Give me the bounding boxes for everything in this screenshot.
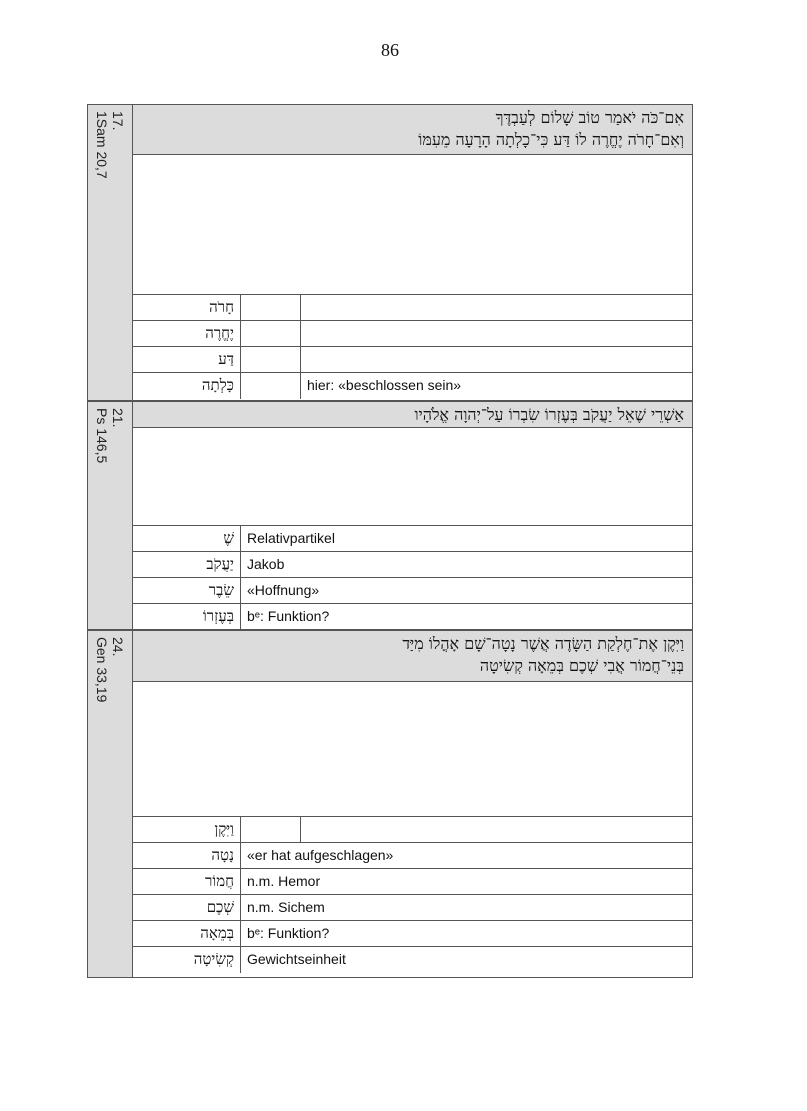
- hebrew-word: שְׁכֶם: [133, 895, 241, 920]
- vocab-row: [133, 526, 692, 552]
- hebrew-word: כָּלְתָה: [133, 373, 241, 399]
- vocab-row: [133, 817, 692, 843]
- parsing-cell[interactable]: [241, 347, 301, 372]
- gloss-cell[interactable]: «Hoffnung»: [247, 582, 320, 598]
- hebrew-word: שֵׂבֶר: [133, 578, 241, 603]
- vocab-row: [133, 895, 692, 921]
- hebrew-word: נָטָה: [133, 843, 241, 868]
- parsing-cell[interactable]: [241, 373, 301, 399]
- hebrew-verse: [133, 631, 692, 682]
- vocab-row: [133, 373, 692, 399]
- exercise-section-ps-146-5: [87, 401, 693, 630]
- exercise-section-gen-33-19: [87, 630, 693, 978]
- vocab-row: [133, 321, 692, 347]
- reference-cell: [88, 631, 133, 977]
- reference-label: Gen 33,19: [94, 637, 110, 703]
- reference-label: Ps 146,5: [94, 408, 110, 464]
- vocab-row: [133, 604, 692, 630]
- translation-area[interactable]: [133, 428, 692, 526]
- hebrew-word: קְשִׂיטָה: [133, 947, 241, 973]
- hebrew-word: חָרֹה: [133, 295, 241, 320]
- hebrew-word: יַעֲקֹב: [133, 552, 241, 577]
- gloss-cell[interactable]: Relativpartikel: [247, 530, 335, 546]
- gloss-cell[interactable]: n.m. Sichem: [247, 899, 325, 915]
- verse-line: וְאִם־חָרֹה יֶחֱרֶה לוֹ דַּע כִּי־כָלְתָה הָרָעָה מֵעִמּוֹ: [418, 130, 684, 149]
- reference-label: 1Sam 20,7: [94, 111, 110, 179]
- exercise-section-1sam-20-7: [87, 104, 693, 401]
- parsing-cell[interactable]: [241, 817, 301, 842]
- verse-line: אַשְׁרֵי שֶׁאֵל יַעֲקֹב בְּעֶזְרוֹ שִׂבְרוֹ עַל־יְהוָה אֱלֹהָיו: [414, 405, 684, 424]
- gloss-cell[interactable]: bᵉ: Funktion?: [247, 925, 330, 941]
- hebrew-verse: [133, 105, 692, 155]
- reference-cell: [88, 402, 133, 629]
- vocab-row: [133, 843, 692, 869]
- gloss-cell[interactable]: [301, 817, 692, 842]
- gloss-cell[interactable]: [301, 295, 692, 320]
- gloss-cell[interactable]: hier: «beschlossen sein»: [307, 377, 462, 393]
- translation-area[interactable]: [133, 682, 692, 817]
- gloss-cell[interactable]: bᵉ: Funktion?: [247, 608, 330, 624]
- verse-line: בְּנֵי־חֲמוֹר אֲבִי שְׁכֶם בְּמֵאָה קְשִׂיטָה: [479, 656, 684, 675]
- vocab-row: [133, 552, 692, 578]
- gloss-cell[interactable]: Jakob: [247, 556, 285, 572]
- vocab-row: [133, 295, 692, 321]
- gloss-cell[interactable]: [301, 321, 692, 346]
- reference-number: 17.: [110, 111, 126, 131]
- page-number: 86: [381, 40, 399, 60]
- hebrew-verse: [133, 402, 692, 428]
- vocab-row: [133, 869, 692, 895]
- reference-cell: [88, 105, 133, 400]
- vocab-row: [133, 921, 692, 947]
- hebrew-word: בְּמֵאָה: [133, 921, 241, 946]
- verse-line: וַיִּקֶן אֶת־חֶלְקַת הַשָּׂדֶה אֲשֶׁר נָטָה־שָׁם אָהֳלוֹ מִיַּד: [402, 634, 684, 653]
- translation-area[interactable]: [133, 155, 692, 295]
- hebrew-word: חֲמוֹר: [133, 869, 241, 894]
- parsing-cell[interactable]: [241, 321, 301, 346]
- gloss-cell[interactable]: Gewichtseinheit: [247, 951, 346, 967]
- hebrew-word: וַיִּקֶן: [133, 817, 241, 842]
- vocab-row: [133, 947, 692, 973]
- vocab-row: [133, 578, 692, 604]
- hebrew-word: יֶחֱרֶה: [133, 321, 241, 346]
- hebrew-word: דַּע: [133, 347, 241, 372]
- gloss-cell[interactable]: «er hat aufgeschlagen»: [247, 847, 394, 863]
- verse-line: אִם־כֹּה יֹאמַר טוֹב שָׁלוֹם לְעַבְדֶּךָ: [495, 108, 684, 127]
- hebrew-word: שֶׁ: [133, 526, 241, 551]
- hebrew-word: בְּעֶזְרוֹ: [133, 604, 241, 630]
- reference-number: 21.: [110, 408, 126, 428]
- parsing-cell[interactable]: [241, 295, 301, 320]
- vocab-row: [133, 347, 692, 373]
- gloss-cell[interactable]: [301, 347, 692, 372]
- reference-number: 24.: [110, 637, 126, 657]
- gloss-cell[interactable]: n.m. Hemor: [247, 873, 321, 889]
